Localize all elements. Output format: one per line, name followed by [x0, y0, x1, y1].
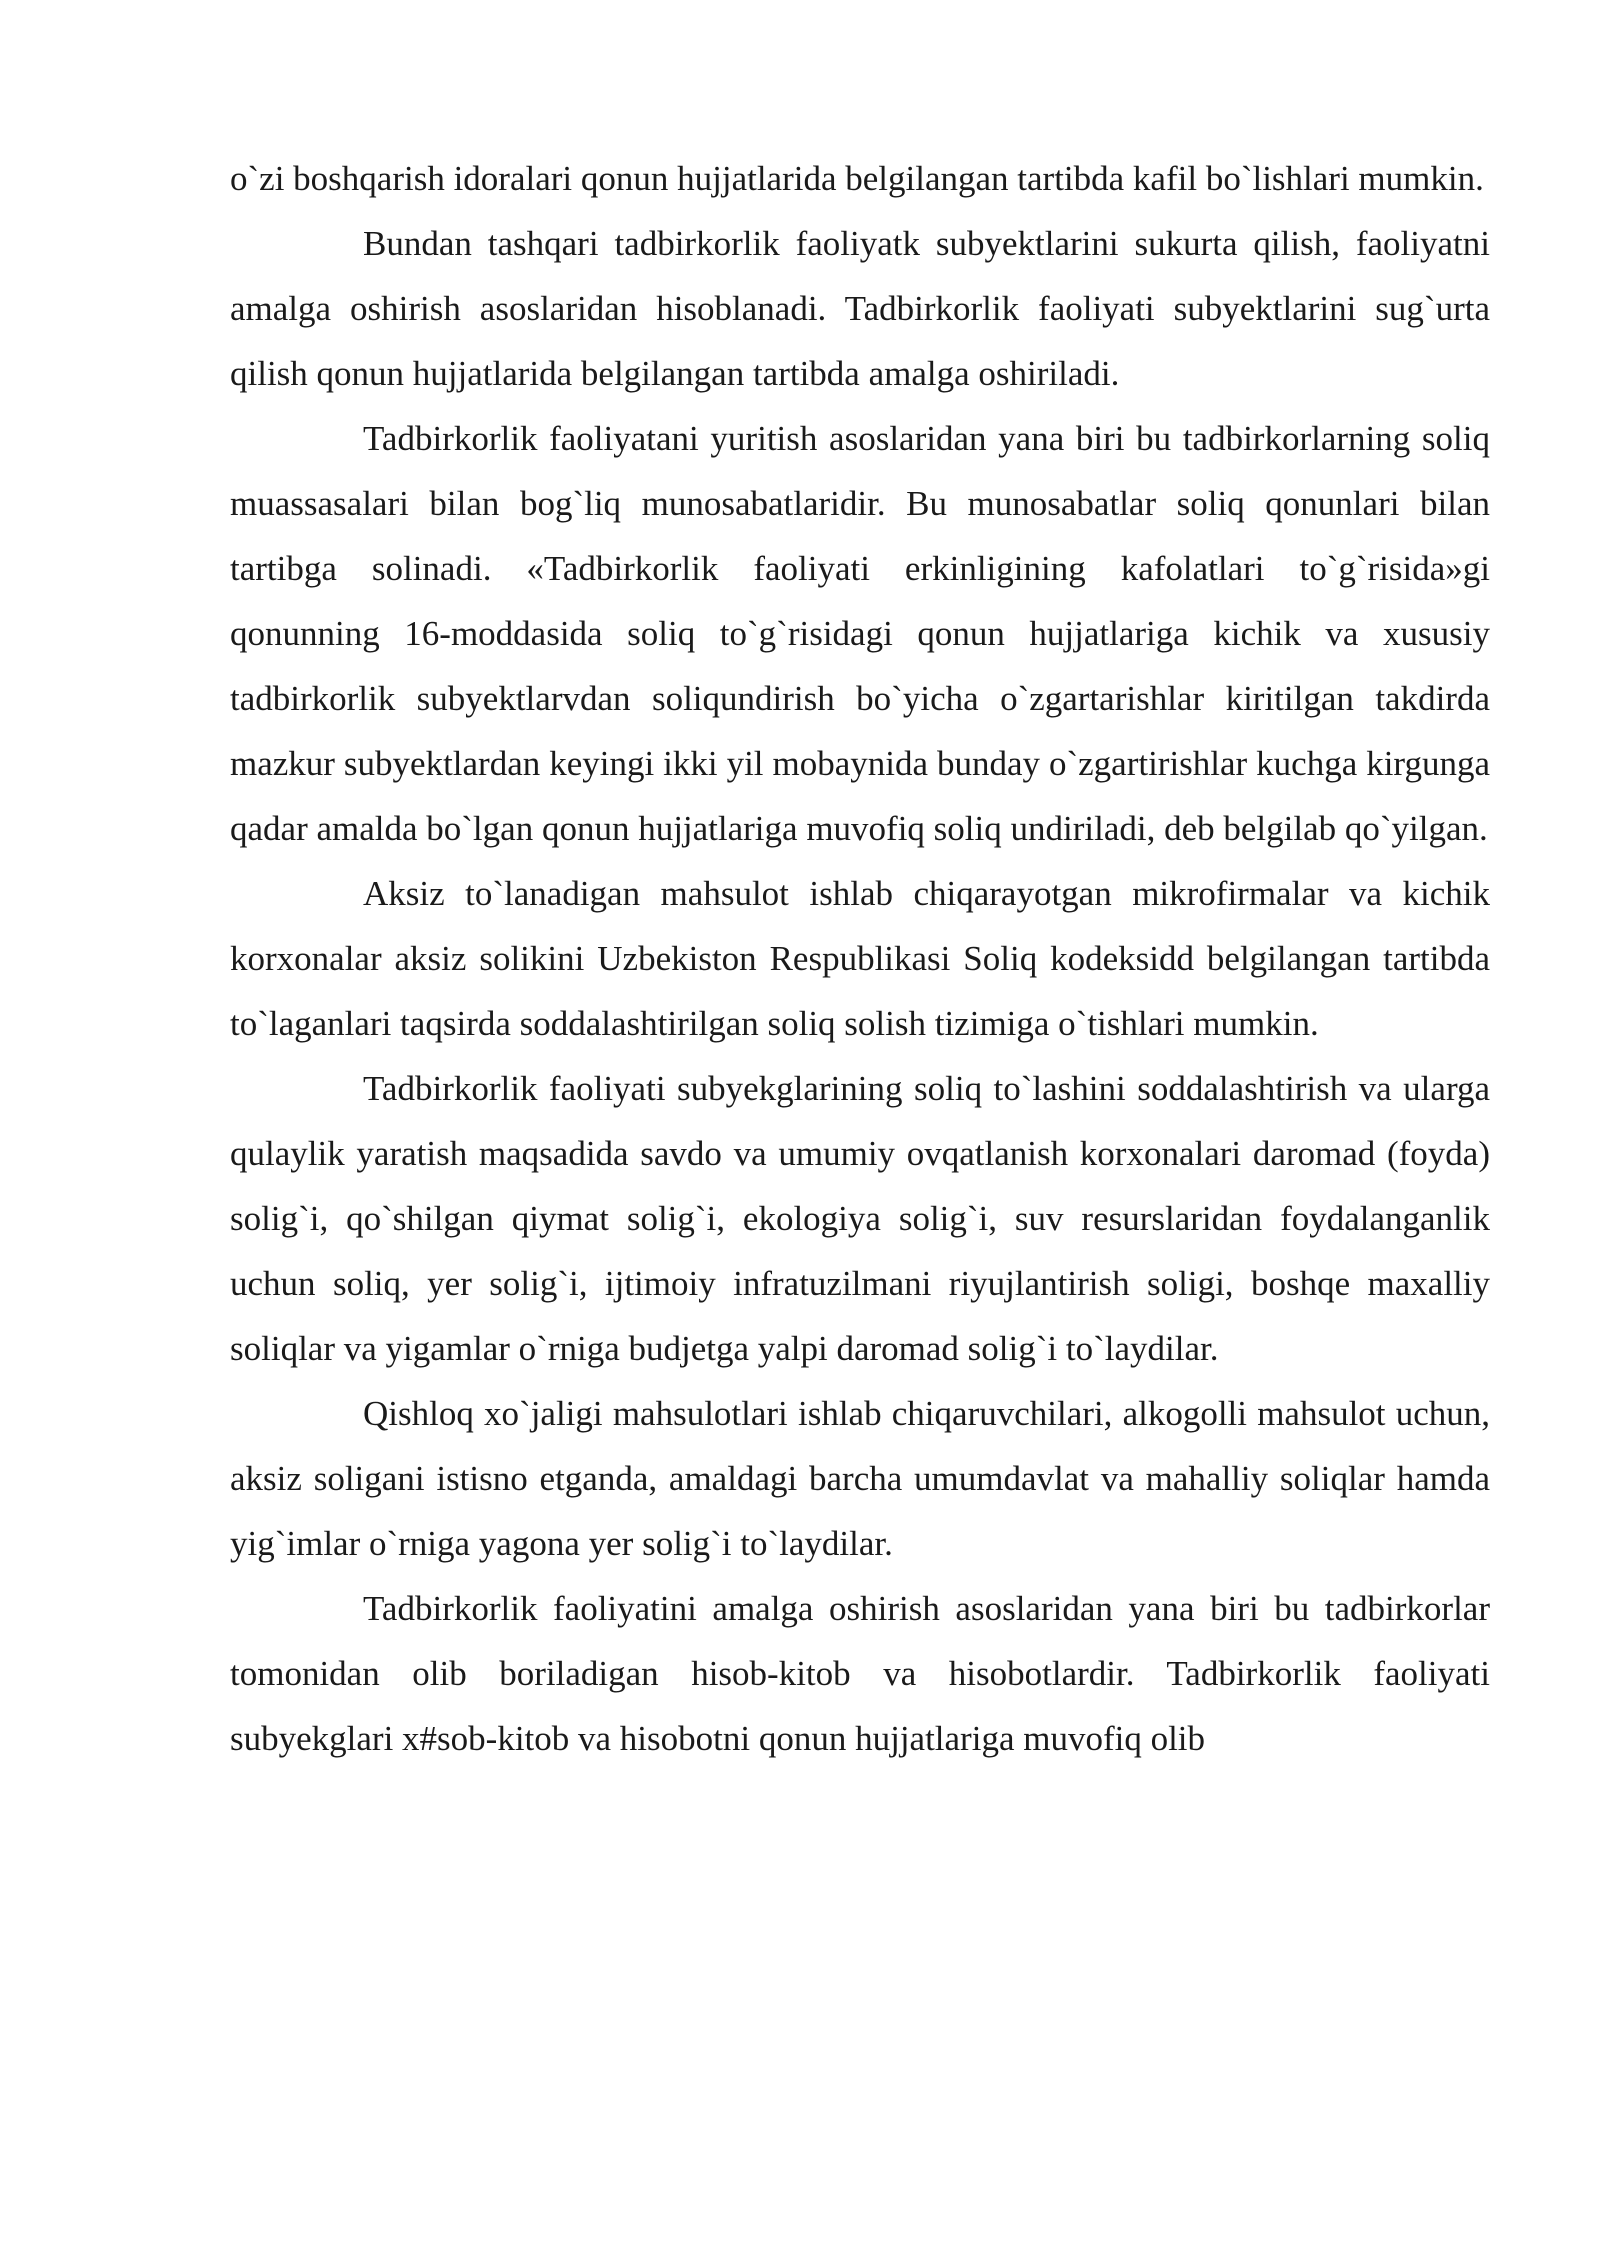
paragraph-1: o`zi boshqarish idoralari qonun hujjatlarida belgilangan tartibda kafil bo`lishlari mumkin. — [230, 159, 1484, 198]
document-page — [230, 146, 1490, 1771]
paragraph-4: Aksiz to`lanadigan mahsulot ishlab chiqarayotgan mikrofirmalar va kichik korxonalar aksiz solikini Uzbekiston Respublikasi Soliq kodeksidd belgilangan tartibda to`laganlari taqsirda soddalashtirilgan soliq solish tizimiga o`tishlari mumkin. — [230, 874, 1490, 1043]
paragraph-5: Tadbirkorlik faoliyati subyekglarining soliq to`lashini soddalashtirish va ularga qulaylik yaratish maqsadida savdo va umumiy ovqatlanish korxonalari daromad (foyda) solig`i, qo`shilgan qiymat solig`i, ekologiya solig`i, suv resurslaridan foydalanganlik uchun soliq, yer solig`i, ijtimoiy infratuzilmani riyujlantirish soligi, boshqe maxalliy soliqlar va yigamlar o`rniga budjetga yalpi daromad solig`i to`laydilar. — [230, 1069, 1490, 1368]
paragraph-6: Qishloq xo`jaligi mahsulotlari ishlab chiqaruvchilari, alkogolli mahsulot uchun, aksiz soligani istisno etganda, amaldagi barcha umumdavlat va mahalliy soliqlar hamda yig`imlar o`rniga yagona yer solig`i to`laydilar. — [230, 1394, 1490, 1563]
paragraph-3: Tadbirkorlik faoliyatani yuritish asoslaridan yana biri bu tadbirkorlarning soliq muassasalari bilan bog`liq munosabatlaridir. Bu munosabatlar soliq qonunlari bilan tartibga solinadi. «Tadbirkorlik faoliyati erkinligining kafolatlari to`g`risida»gi qonunning 16-moddasida soliq to`g`risidagi qonun hujjatlariga kichik va xususiy tadbirkorlik subyektlarvdan soliqundirish bo`yicha o`zgartarishlar kiritilgan takdirda mazkur subyektlardan keyingi ikki yil mobaynida bunday o`zgartirishlar kuchga kirgunga qadar amalda bo`lgan qonun hujjatlariga muvofiq soliq undiriladi, deb belgilab qo`yilgan. — [230, 419, 1490, 848]
paragraph-7: Tadbirkorlik faoliyatini amalga oshirish asoslaridan yana biri bu tadbirkorlar tomonidan olib boriladigan hisob-kitob va hisobotlardir. Tadbirkorlik faoliyati subyekglari x#sob-kitob va hisobotni qonun hujjatlariga muvofiq olib — [230, 1589, 1490, 1758]
paragraph-2: Bundan tashqari tadbirkorlik faoliyatk subyektlarini sukurta qilish, faoliyatni amalga oshirish asoslaridan hisoblanadi. Tadbirkorlik faoliyati subyektlarini sug`urta qilish qonun hujjatlarida belgilangan tartibda amalga oshiriladi. — [230, 224, 1490, 393]
